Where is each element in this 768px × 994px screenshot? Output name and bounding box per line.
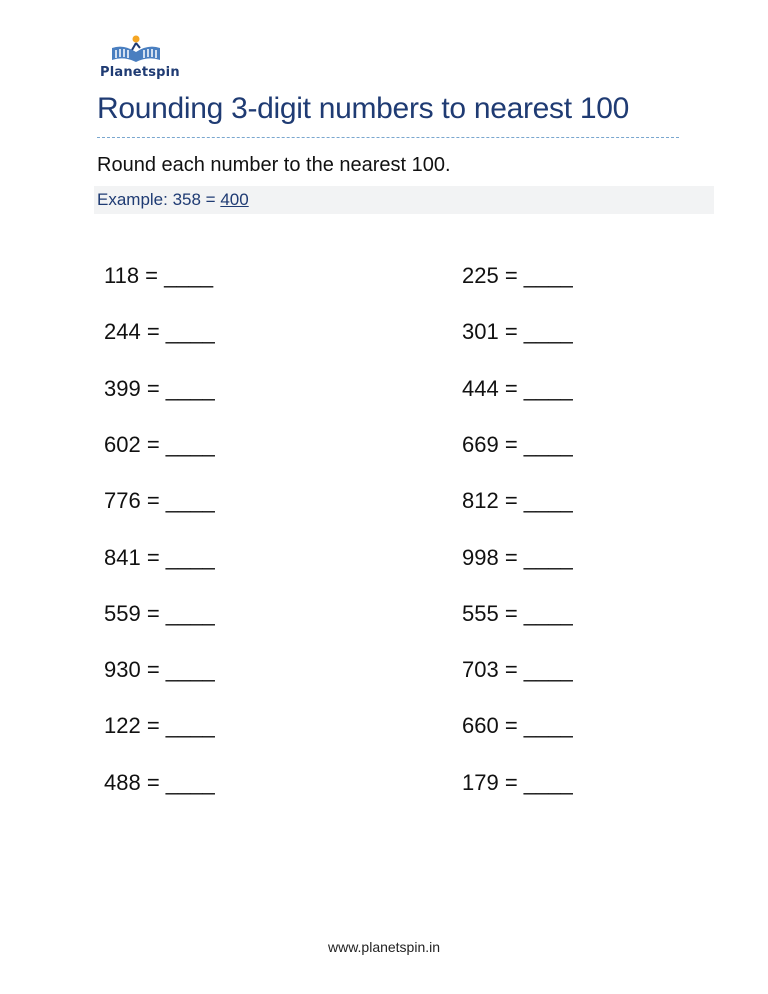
instruction-text: Round each number to the nearest 100. bbox=[97, 154, 451, 176]
problem-item: 301 = ____ bbox=[462, 319, 573, 345]
problem-item: 399 = ____ bbox=[104, 375, 215, 401]
problem-item: 179 = ____ bbox=[462, 769, 573, 795]
problem-item: 841 = ____ bbox=[104, 544, 215, 570]
example-box bbox=[94, 186, 714, 214]
problem-item: 118 = ____ bbox=[104, 263, 214, 288]
problem-item: 812 = ____ bbox=[462, 488, 573, 514]
open-book-icon bbox=[106, 34, 166, 64]
problem-item: 669 = ____ bbox=[462, 431, 573, 457]
footer-url: www.planetspin.in bbox=[327, 939, 441, 955]
problem-item: 555 = ____ bbox=[462, 600, 573, 626]
title-divider bbox=[97, 137, 679, 138]
problem-item: 225 = ____ bbox=[462, 263, 573, 288]
problem-item: 930 = ____ bbox=[104, 657, 215, 683]
example-answer: 400 bbox=[220, 190, 249, 209]
logo-text: Planetspin bbox=[100, 65, 180, 80]
problem-item: 559 = ____ bbox=[104, 600, 215, 626]
problem-item: 122 = ____ bbox=[104, 713, 215, 739]
problem-item: 660 = ____ bbox=[462, 713, 573, 739]
problem-item: 602 = ____ bbox=[104, 431, 215, 457]
problem-item: 444 = ____ bbox=[462, 375, 573, 401]
problem-item: 244 = ____ bbox=[104, 319, 215, 345]
problem-item: 776 = ____ bbox=[104, 488, 215, 514]
problem-item: 703 = ____ bbox=[462, 657, 573, 683]
problem-item: 488 = ____ bbox=[104, 769, 215, 795]
page-title: Rounding 3-digit numbers to nearest 100 bbox=[97, 92, 629, 125]
planetspin-logo bbox=[96, 34, 180, 82]
problem-item: 998 = ____ bbox=[462, 544, 573, 570]
example-prefix: Example: 358 = bbox=[97, 190, 221, 209]
